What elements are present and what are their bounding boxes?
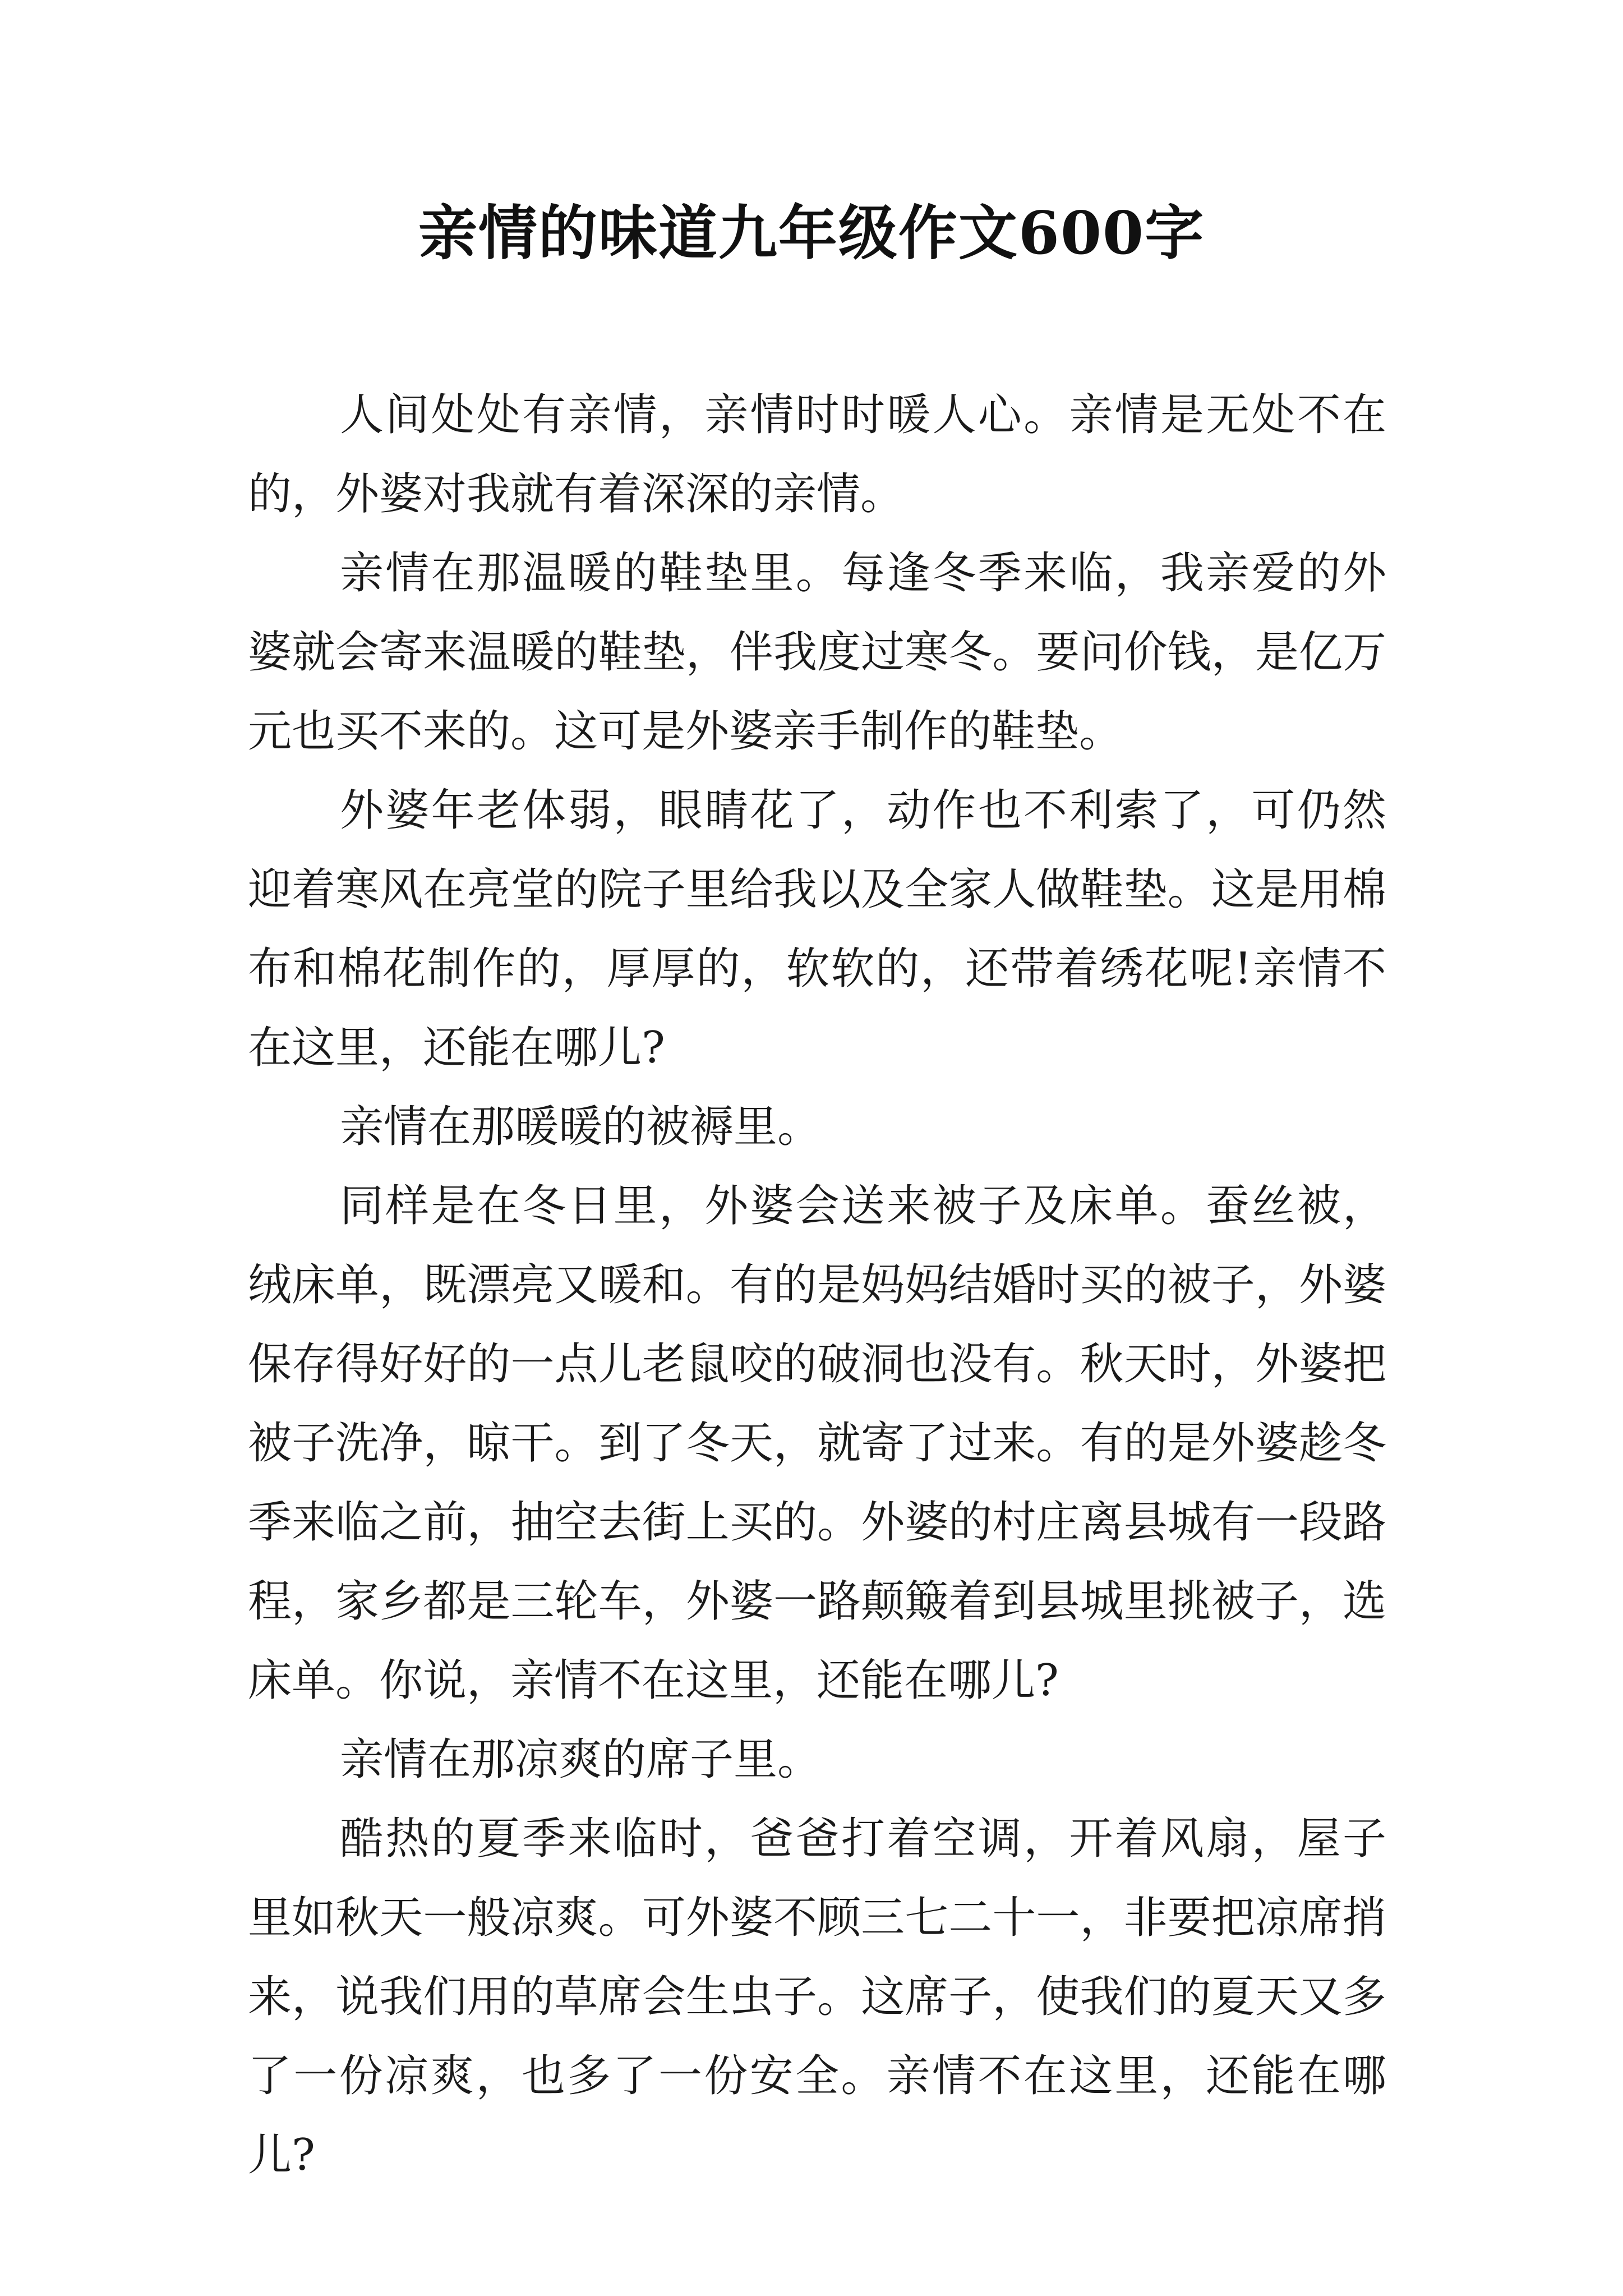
- paragraph-1: 人间处处有亲情，亲情时时暖人心。亲情是无处不在的，外婆对我就有着深深的亲情。: [248, 390, 1386, 519]
- paragraph-6: 亲情在那凉爽的席子里。: [340, 1734, 822, 1785]
- document-title: 亲情的味道九年级作文600字: [418, 198, 1205, 268]
- document-body: [248, 376, 1386, 2195]
- paragraph-5: 同样是在冬日里，外婆会送来被子及床单。蚕丝被，绒床单，既漂亮又暖和。有的是妈妈结婚时买的被子，外婆保存得好好的一点儿老鼠咬的破洞也没有。秋天时，外婆把被子洗净，晾干。到了冬天，就寄了过来。有的是外婆趁冬季来临之前，抽空去街上买的。外婆的村庄离县城有一段路程，家乡都是三轮车，外婆一路颠簸着到县城里挑被子，选床单。你说，亲情不在这里，还能在哪儿?: [248, 1181, 1386, 1706]
- paragraph-3: 外婆年老体弱，眼睛花了，动作也不利索了，可仍然迎着寒风在亮堂的院子里给我以及全家人做鞋垫。这是用棉布和棉花制作的，厚厚的，软软的，还带着绣花呢!亲情不在这里，还能在哪儿?: [248, 785, 1386, 1073]
- paragraph-7: 酷热的夏季来临时，爸爸打着空调，开着风扇，屋子里如秋天一般凉爽。可外婆不顾三七二十一，非要把凉席捎来，说我们用的草席会生虫子。这席子，使我们的夏天又多了一份凉爽，也多了一份安全。亲情不在这里，还能在哪儿?: [248, 1814, 1386, 2180]
- paragraph-2: 亲情在那温暖的鞋垫里。每逢冬季来临，我亲爱的外婆就会寄来温暖的鞋垫，伴我度过寒冬。要问价钱，是亿万元也买不来的。这可是外婆亲手制作的鞋垫。: [248, 548, 1386, 757]
- paragraph-4: 亲情在那暖暖的被褥里。: [340, 1102, 822, 1152]
